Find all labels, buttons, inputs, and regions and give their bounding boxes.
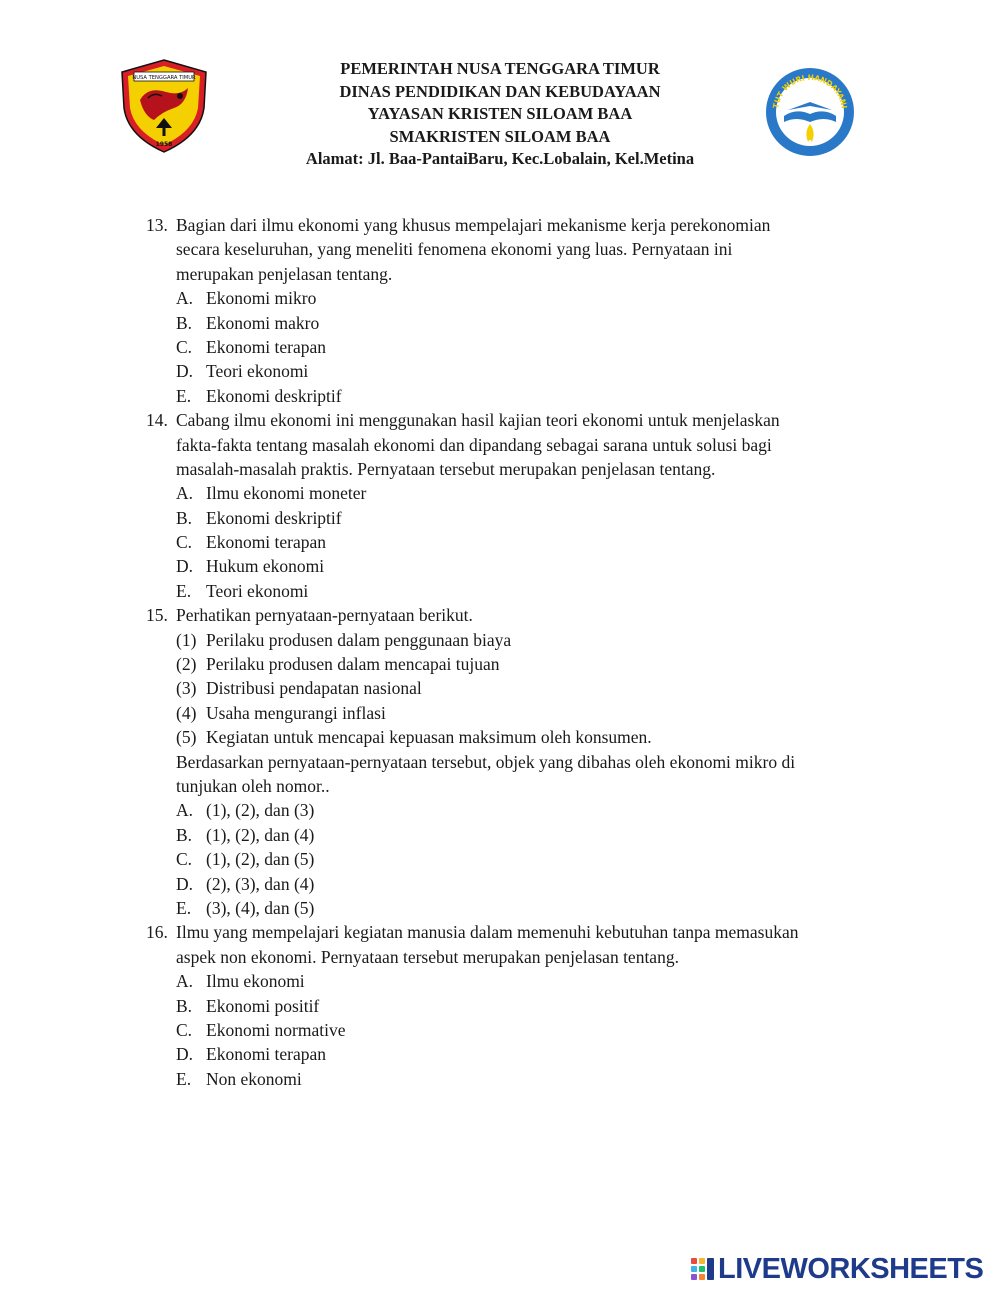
option-text: Ekonomi mikro [206, 288, 317, 309]
option-letter: B. [176, 824, 193, 845]
statement-text: Distribusi pendapatan nasional [206, 678, 422, 699]
question-13 [146, 213, 886, 408]
option-letter: D. [176, 556, 194, 577]
option-a[interactable] [146, 286, 886, 310]
question-text: Bagian dari ilmu ekonomi yang khusus mempelajari mekanisme kerja perekonomian [176, 215, 771, 235]
liveworksheets-logo-icon [690, 1256, 716, 1282]
option-letter: B. [176, 995, 193, 1016]
option-text: Hukum ekonomi [206, 556, 325, 577]
question-text: Perhatikan pernyataan-pernyataan berikut. [176, 605, 473, 626]
statement-item [146, 628, 886, 652]
question-followup-text: Berdasarkan pernyataan-pernyataan tersebut, objek yang dibahas oleh ekonomi mikro di [176, 751, 796, 772]
option-c[interactable] [146, 1018, 886, 1042]
statement-number: (1) [176, 629, 197, 650]
letterhead-line-school: SMAKRISTEN SILOAM BAA [389, 126, 611, 146]
option-text: Ekonomi makro [206, 312, 320, 333]
option-d[interactable] [146, 554, 886, 578]
question-number: 16. [146, 922, 168, 943]
option-a[interactable] [146, 798, 886, 822]
option-letter: A. [176, 483, 194, 504]
statement-number: (5) [176, 727, 197, 748]
statement-number: (2) [176, 654, 197, 675]
statement-item [146, 701, 886, 725]
option-b[interactable] [146, 994, 886, 1018]
letterhead-line-address: Alamat: Jl. Baa-PantaiBaru, Kec.Lobalain, Kel.Metina [305, 149, 695, 168]
option-text: Ekonomi deskriptif [206, 507, 342, 528]
option-text: (3), (4), dan (5) [206, 897, 315, 918]
option-text: (1), (2), dan (3) [206, 800, 315, 821]
option-letter: A. [176, 800, 194, 821]
question-text: aspek non ekonomi. Pernyataan tersebut merupakan penjelasan tentang. [176, 946, 679, 967]
option-letter: A. [176, 971, 194, 992]
option-text: Ekonomi terapan [206, 1044, 327, 1065]
option-text: Ekonomi deskriptif [206, 385, 342, 406]
option-b[interactable] [146, 506, 886, 530]
option-letter: E. [176, 385, 192, 406]
option-text: (2), (3), dan (4) [206, 873, 315, 894]
option-letter: E. [176, 897, 192, 918]
letterhead-line-foundation: YAYASAN KRISTEN SILOAM BAA [367, 104, 633, 123]
option-letter: B. [176, 312, 193, 333]
option-letter: D. [176, 1044, 194, 1065]
option-b[interactable] [146, 311, 886, 335]
emblem-ribbon-text: NUSA TENGGARA TIMUR [132, 75, 196, 81]
option-e[interactable] [146, 1067, 886, 1091]
statement-number: (4) [176, 702, 197, 723]
question-list [146, 213, 886, 1091]
option-letter: D. [176, 361, 194, 382]
option-text: (1), (2), dan (5) [206, 849, 315, 870]
option-text: Ekonomi terapan [206, 532, 327, 553]
option-text: (1), (2), dan (4) [206, 824, 315, 845]
question-text: fakta-fakta tentang masalah ekonomi dan dipandang sebagai sarana untuk solusi bagi [176, 434, 772, 455]
statement-item [146, 652, 886, 676]
option-b[interactable] [146, 823, 886, 847]
option-a[interactable] [146, 481, 886, 505]
option-text: Ilmu ekonomi [206, 971, 305, 992]
statement-text: Perilaku produsen dalam penggunaan biaya [206, 629, 512, 650]
emblem-year: 1958 [155, 141, 173, 148]
option-text: Non ekonomi [206, 1068, 302, 1089]
option-d[interactable] [146, 1042, 886, 1066]
option-letter: C. [176, 336, 193, 357]
question-text: secara keseluruhan, yang meneliti fenomena ekonomi yang luas. Pernyataan ini [176, 239, 733, 260]
option-a[interactable] [146, 969, 886, 993]
option-text: Ilmu ekonomi moneter [206, 483, 367, 504]
question-text: masalah-masalah praktis. Pernyataan tersebut merupakan penjelasan tentang. [176, 458, 716, 479]
option-text: Teori ekonomi [206, 361, 309, 382]
statement-number: (3) [176, 678, 197, 699]
liveworksheets-wordmark: LIVEWORKSHEETS [718, 1253, 984, 1285]
question-text: Ilmu yang mempelajari kegiatan manusia dalam memenuhi kebutuhan tanpa memasukan [176, 922, 799, 943]
option-text: Ekonomi terapan [206, 336, 327, 357]
option-d[interactable] [146, 872, 886, 896]
option-letter: A. [176, 288, 194, 309]
option-text: Ekonomi positif [206, 995, 320, 1016]
question-number: 13. [146, 215, 168, 235]
logo-arc-text: TUT WURI HANDAYANI [771, 72, 849, 110]
option-letter: C. [176, 849, 193, 870]
statement-text: Perilaku produsen dalam mencapai tujuan [206, 654, 500, 675]
option-c[interactable] [146, 847, 886, 871]
option-letter: B. [176, 507, 193, 528]
statement-item [146, 676, 886, 700]
option-letter: C. [176, 1019, 193, 1040]
option-letter: E. [176, 1068, 192, 1089]
question-number: 15. [146, 605, 168, 626]
question-text: Cabang ilmu ekonomi ini menggunakan hasil kajian teori ekonomi untuk menjelaskan [176, 410, 780, 431]
option-letter: C. [176, 532, 193, 553]
question-14 [146, 408, 886, 603]
option-d[interactable] [146, 359, 886, 383]
liveworksheets-brand[interactable] [690, 1253, 983, 1285]
question-16 [146, 920, 886, 1091]
question-15 [146, 603, 886, 920]
option-e[interactable] [146, 896, 886, 920]
option-c[interactable] [146, 530, 886, 554]
question-text: merupakan penjelasan tentang. [176, 263, 393, 284]
letterhead-line-department: DINAS PENDIDIKAN DAN KEBUDAYAAN [339, 81, 661, 101]
option-text: Teori ekonomi [206, 580, 309, 601]
option-c[interactable] [146, 335, 886, 359]
option-letter: E. [176, 580, 192, 601]
question-followup-text: tunjukan oleh nomor.. [176, 775, 330, 796]
statement-text: Usaha mengurangi inflasi [206, 702, 386, 723]
question-number: 14. [146, 410, 168, 431]
statement-item [146, 725, 886, 749]
option-text: Ekonomi normative [206, 1019, 346, 1040]
option-e[interactable] [146, 579, 886, 603]
tut-wuri-handayani-logo-icon [764, 66, 856, 158]
option-e[interactable] [146, 384, 886, 408]
statement-text: Kegiatan untuk mencapai kepuasan maksimum oleh konsumen. [206, 727, 652, 748]
letterhead-line-government: PEMERINTAH NUSA TENGGARA TIMUR [340, 59, 660, 78]
option-letter: D. [176, 873, 194, 894]
